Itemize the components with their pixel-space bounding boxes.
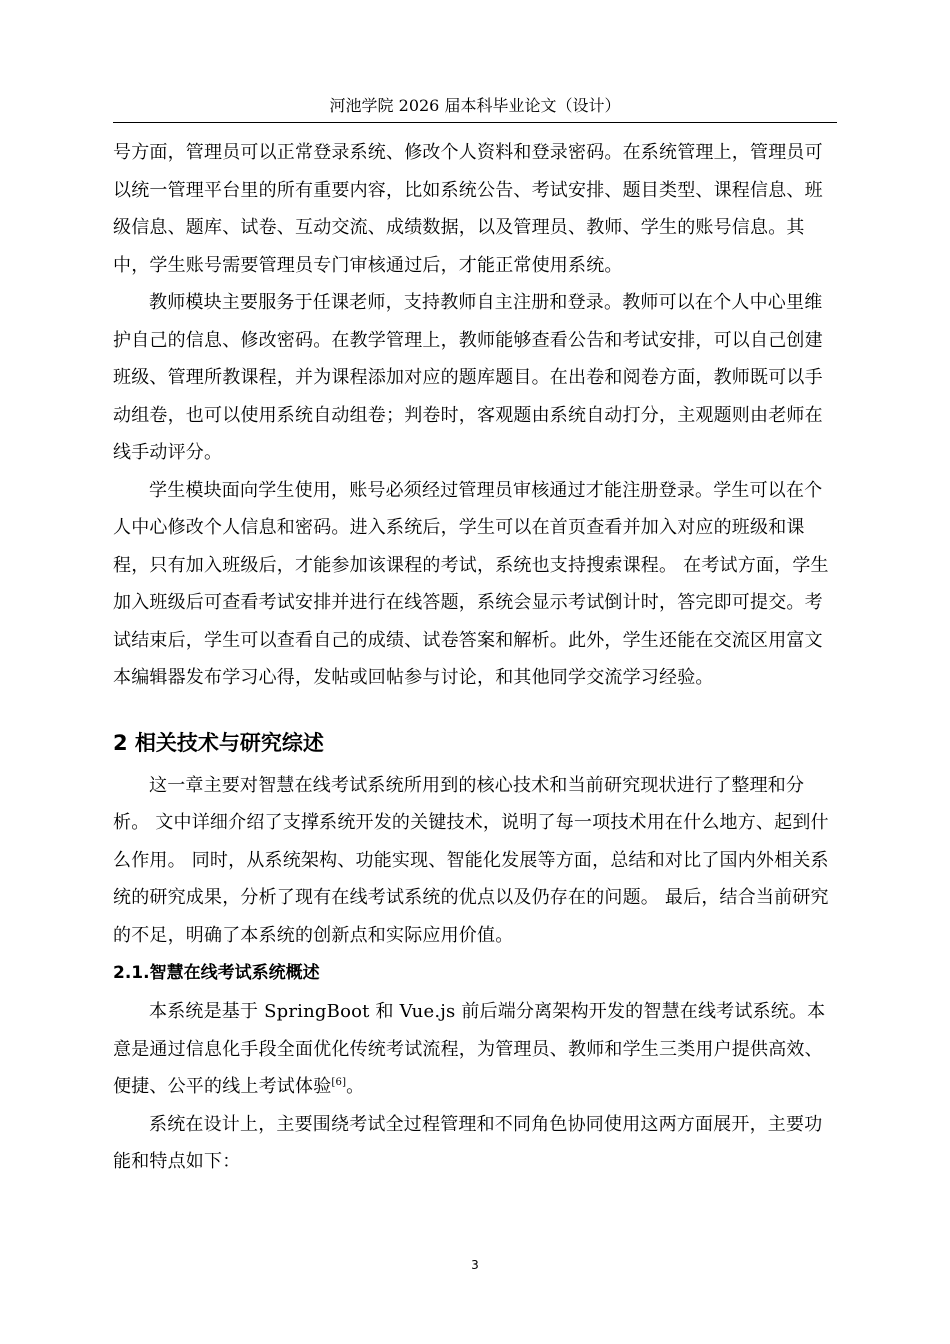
citation-reference[interactable]: [6] — [331, 1077, 347, 1088]
paragraph-student-module: 学生模块面向学生使用，账号必须经过管理员审核通过才能注册登录。学生可以在个人中心修改个人信息和密码。进入系统后，学生可以在首页查看并加入对应的班级和课程，只有加入班级后，才能参加该课程的考试，系统也支持搜索课程。 在考试方面，学生加入班级后可查看考试安排并进行在线答题，系统会显示考试倒计时，答完即可提交。考试结束后，学生可以查看自己的成绩、试卷答案和解析。此外，学生还能在交流区用富文本编辑器发布学习心得，发帖或回帖参与讨论，和其他同学交流学习经验。 — [113, 479, 829, 688]
page-number: 3 — [471, 1258, 479, 1272]
chapter-heading: 2 相关技术与研究综述 — [113, 730, 324, 755]
paragraph-teacher-module: 教师模块主要服务于任课老师，支持教师自主注册和登录。教师可以在个人中心里维护自己的信息、修改密码。在教学管理上，教师能够查看公告和考试安排，可以自己创建班级、管理所教课程，并为课程添加对应的题库题目。在出卷和阅卷方面，教师既可以手动组卷，也可以使用系统自动组卷；判卷时，客观题由系统自动打分，主观题则由老师在线手动评分。 — [113, 292, 823, 463]
paragraph-system-design: 系统在设计上，主要围绕考试全过程管理和不同角色协同使用这两方面展开，主要功能和特点如下： — [113, 1113, 823, 1172]
paragraph-admin-module: 号方面，管理员可以正常登录系统、修改个人资料和登录密码。在系统管理上，管理员可以统一管理平台里的所有重要内容，比如系统公告、考试安排、题目类型、课程信息、班级信息、题库、试卷、互动交流、成绩数据，以及管理员、教师、学生的账号信息。其中，学生账号需要管理员专门审核通过后，才能正常使用系统。 — [113, 142, 823, 276]
paragraph-system-overview — [113, 993, 837, 1106]
header-rule — [113, 122, 837, 123]
section-heading: 2.1.智慧在线考试系统概述 — [113, 963, 320, 983]
paragraph-chapter-intro: 这一章主要对智慧在线考试系统所用到的核心技术和当前研究现状进行了整理和分析。 文中详细介绍了支撑系统开发的关键技术，说明了每一项技术用在什么地方、起到什么作用。 同时，从系统架构、功能实现、智能化发展等方面，总结和对比了国内外相关系统的研究成果，分析了现有在线考试系统的优点以及仍存在的问题。 最后，结合当前研究的不足，明确了本系统的创新点和实际应用价值。 — [113, 774, 829, 946]
overview-end: 。 — [346, 1076, 365, 1097]
page-body — [113, 134, 837, 1181]
running-header: 河池学院 2026 届本科毕业论文（设计） — [329, 96, 621, 115]
overview-text: 本系统是基于 SpringBoot 和 Vue.js 前后端分离架构开发的智慧在线考试系统。本意是通过信息化手段全面优化传统考试流程，为管理员、教师和学生三类用户提供高效、便捷、公平的线上考试体验 — [113, 1001, 826, 1097]
